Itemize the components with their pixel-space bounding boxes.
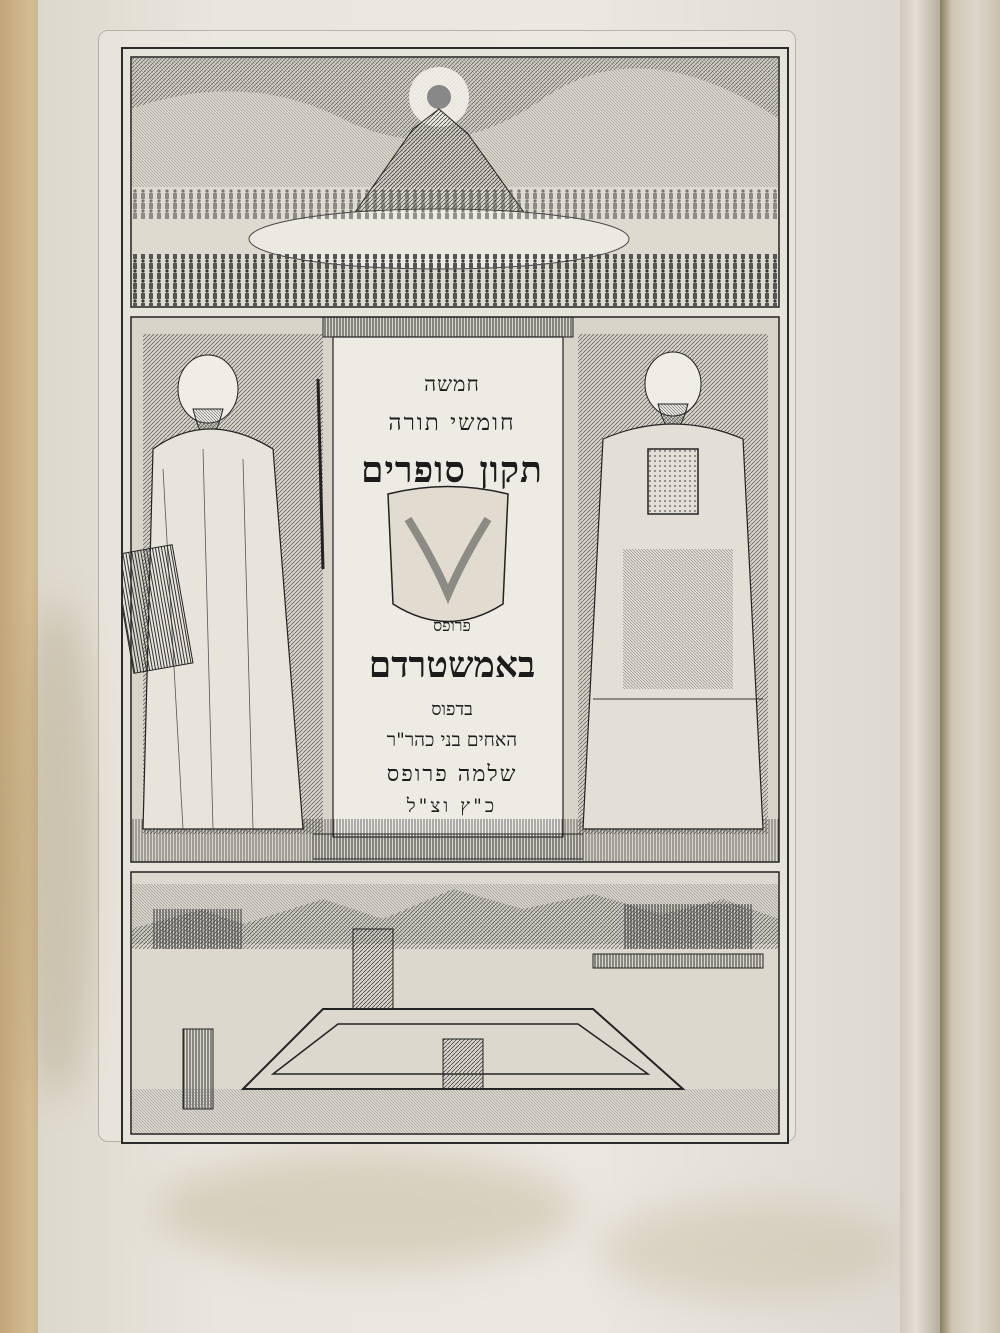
title-line-4: באמשטרדם: [368, 644, 536, 686]
book-page-edge: [900, 0, 940, 1333]
title-line-3: תקון סופרים: [361, 449, 543, 491]
book-cover-edge: [940, 0, 1000, 1333]
emblem-caption: פרופס: [433, 616, 471, 635]
mount-sinai-scene: [131, 57, 779, 307]
title-line-5: בדפוס: [431, 699, 473, 720]
title-line-6: האחים בני כהר"ר: [386, 729, 518, 751]
title-line-7: שלמה פרופס: [386, 762, 518, 787]
jerusalem-temple-scene: [131, 872, 779, 1134]
title-line-2: חומשי תורה: [388, 410, 516, 436]
title-line-1: חמשה: [424, 372, 480, 396]
title-line-8: כ"ץ וצ"ל: [406, 795, 498, 817]
title-text-block: [335, 354, 569, 834]
engraving-frame: [121, 47, 789, 1144]
